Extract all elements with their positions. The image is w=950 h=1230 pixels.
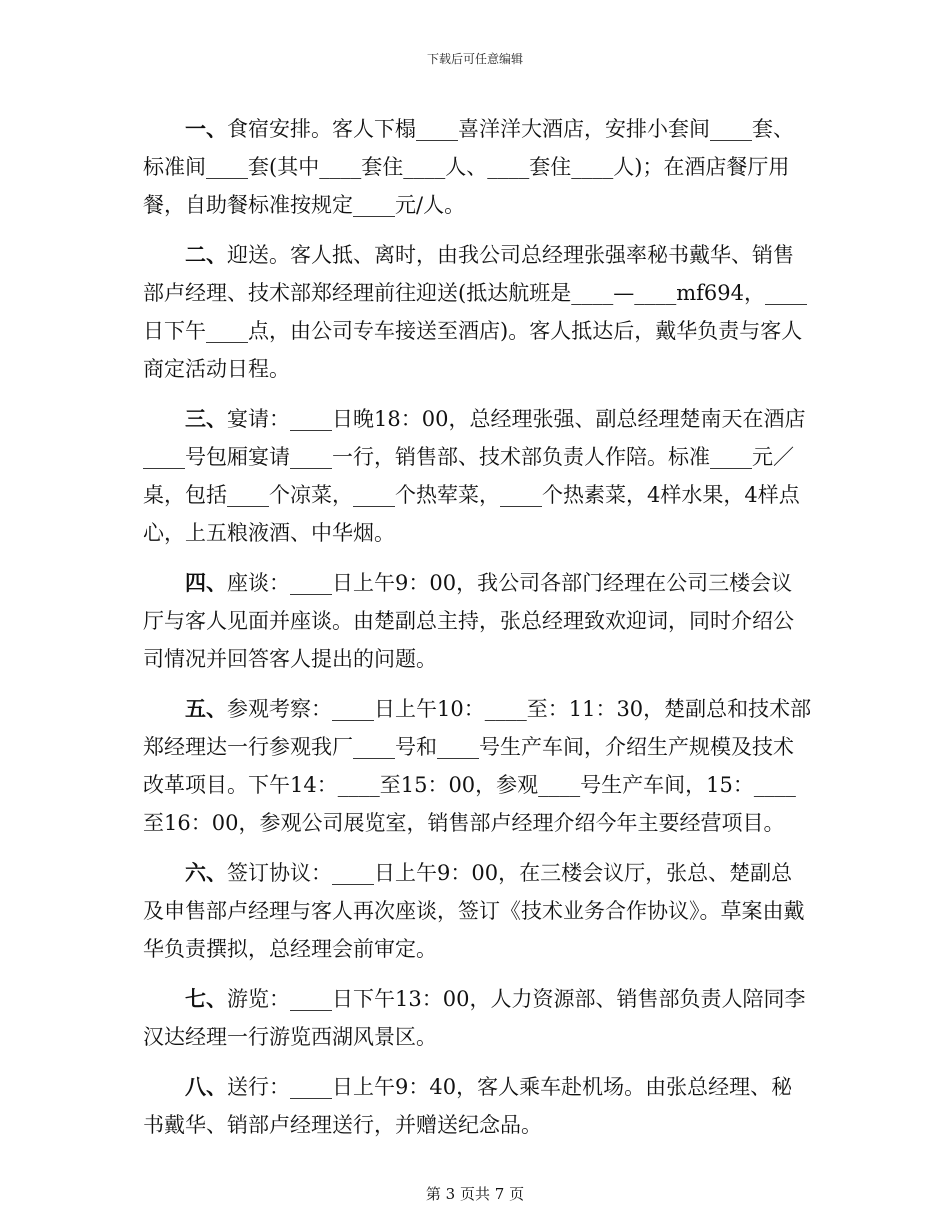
section-number: 八、 (185, 1074, 227, 1099)
paragraph-text: 参观考察：____日上午10：____至：11：30，楚副总和技术部郑经理达一行参观我厂____号和____号生产车间，介绍生产规模及技术改革项目。下午14：____至15：00，参观____号生产车间，15：____至16：00，参观公司展览室，销售部卢经理介绍今年主要经营项目。 (143, 697, 812, 835)
document-body (143, 110, 813, 1156)
section-number: 四、 (185, 570, 227, 595)
section-number: 三、 (185, 406, 227, 431)
paragraph-text: 送行：____日上午9：40，客人乘车赴机场。由张总经理、秘书戴华、销部卢经理送行，并赠送纪念品。 (143, 1075, 793, 1137)
paragraph-text: 座谈：____日上午9：00，我公司各部门经理在公司三楼会议厅与客人见面并座谈。由楚副总主持，张总经理致欢迎词，同时介绍公司情况并回答客人提出的问题。 (143, 571, 794, 671)
paragraph-text: 宴请：____日晚18：00，总经理张强、副总经理楚南天在酒店____号包厢宴请____一行，销售部、技术部负责人作陪。标准____元／桌，包括____个凉菜，____个热荤菜，____个热素菜，4样水果，4样点心，上五粮液酒、中华烟。 (143, 407, 806, 545)
paragraph-text: 迎送。客人抵、离时，由我公司总经理张强率秘书戴华、销售部卢经理、技术部郑经理前往迎送(抵达航班是____—____mf694，____日下午____点，由公司专车接送至酒店)。客人抵达后，戴华负责与客人商定活动日程。 (143, 243, 807, 381)
section-number: 五、 (185, 696, 227, 721)
section-number: 一、 (185, 116, 227, 141)
section-number: 七、 (185, 986, 227, 1011)
paragraph-banquet (143, 400, 813, 552)
paragraph-sightseeing (143, 980, 813, 1056)
paragraph-lodging (143, 110, 813, 224)
paragraph-visit (143, 690, 813, 842)
paragraph-text: 签订协议：____日上午9：00，在三楼会议厅，张总、楚副总及申售部卢经理与客人再次座谈，签订《技术业务合作协议》。草案由戴华负责撰拟，总经理会前审定。 (143, 861, 805, 961)
paragraph-reception (143, 236, 813, 388)
section-number: 六、 (185, 860, 227, 885)
paragraph-agreement (143, 854, 813, 968)
page-header: 下载后可任意编辑 (426, 52, 523, 66)
paragraph-text: 游览：____日下午13：00，人力资源部、销售部负责人陪同李汉达经理一行游览西湖风景区。 (143, 987, 806, 1049)
page-footer: 第 3 页共 7 页 (425, 1185, 525, 1203)
paragraph-text: 食宿安排。客人下榻____喜洋洋大酒店，安排小套间____套、标准间____套(其中____套住____人、____套住____人)；在酒店餐厅用餐，自助餐标准按规定____元/人。 (143, 117, 794, 217)
paragraph-meeting (143, 564, 813, 678)
paragraph-farewell (143, 1068, 813, 1144)
section-number: 二、 (185, 242, 227, 267)
